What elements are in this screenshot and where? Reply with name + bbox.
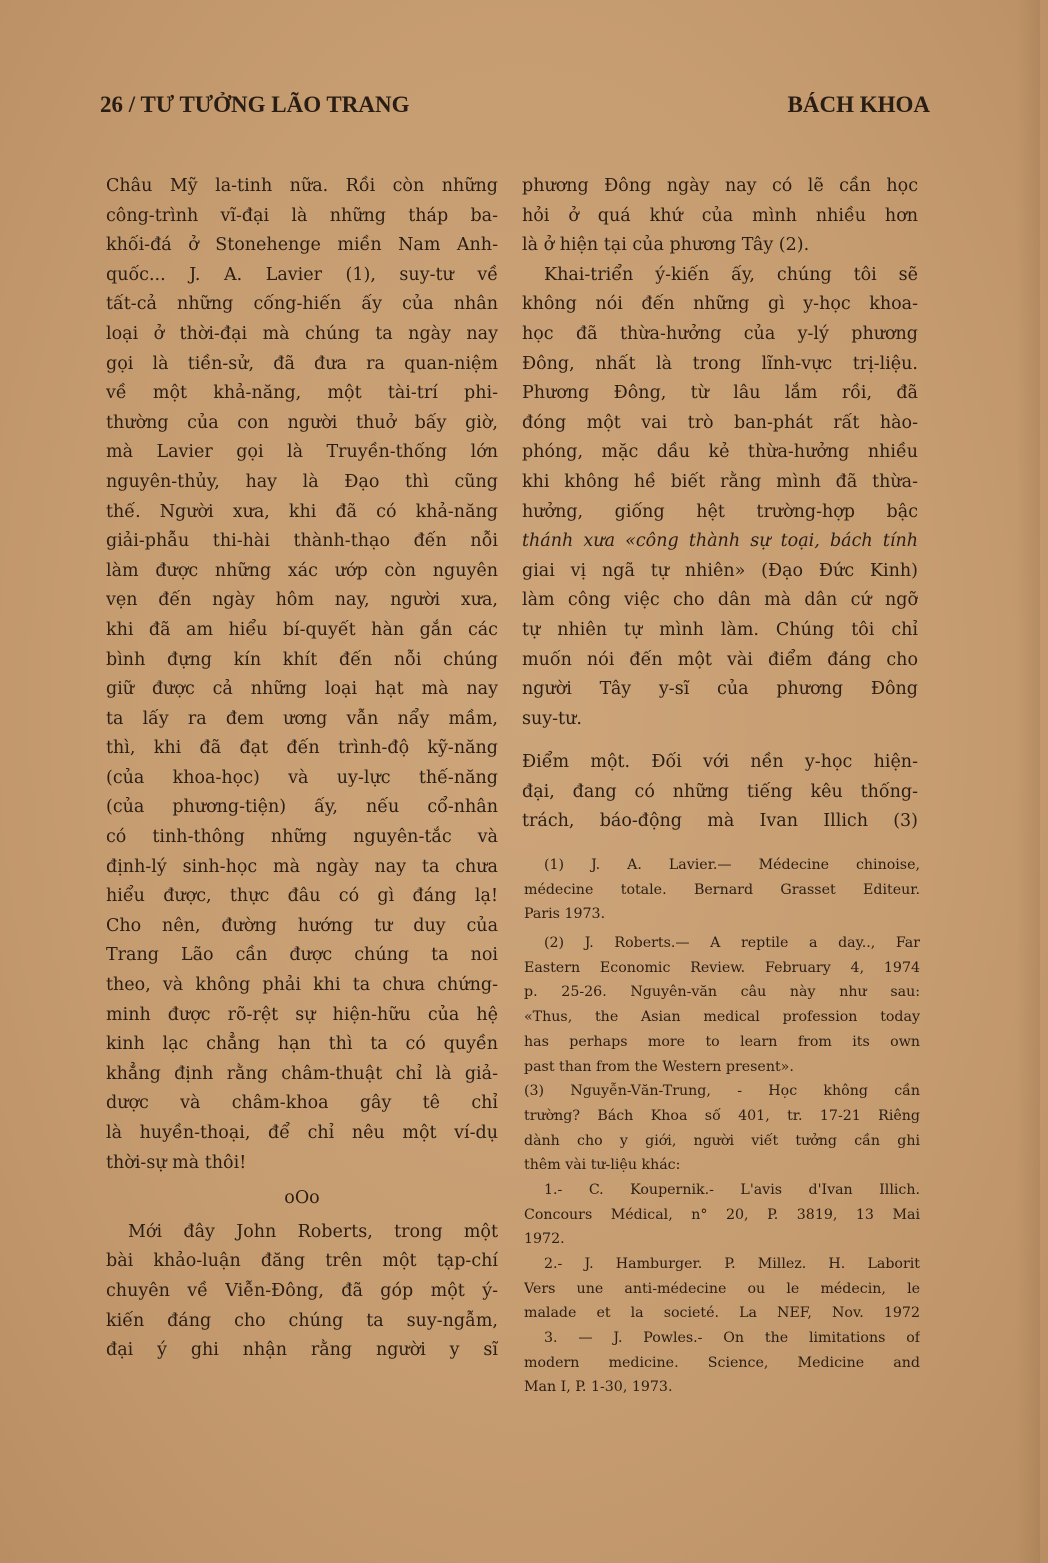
text-line: quốc... J. A. Lavier (1), suy-tư về — [106, 264, 498, 285]
text-line: khẳng định rằng châm-thuật chỉ là giả- — [106, 1063, 498, 1084]
footnote-line: «Thus, the Asian medical profession today — [524, 1009, 920, 1026]
footnote-line: (2) J. Roberts.— A reptile a day.., Far — [544, 935, 920, 952]
text-line: giữ được cả những loại hạt mà nay — [106, 679, 498, 700]
text-line: đại, đang có những tiếng kêu thống- — [522, 781, 918, 802]
text-line: suy-tư. — [522, 708, 582, 729]
text-line: muốn nói đến một vài điểm đáng cho — [522, 649, 918, 670]
text-line: thì, khi đã đạt đến trình-độ kỹ-năng — [106, 738, 498, 759]
text-line: đóng một vai trò ban-phát rất hào- — [522, 412, 918, 433]
footnote-line: Concours Médical, n° 20, P. 3819, 13 Mai — [524, 1206, 920, 1223]
text-line: gọi là tiền-sử, đã đưa ra quan-niệm — [106, 353, 498, 374]
footnote-line: dành cho y giới, người viết tưởng cần ghi — [524, 1132, 920, 1149]
header-page-title: 26 / TƯ TƯỞNG LÃO TRANG — [100, 92, 410, 117]
right-column — [522, 172, 918, 837]
header-magazine-name: BÁCH KHOA — [787, 92, 930, 117]
text-line: dược và châm-khoa gây tê chỉ — [106, 1093, 498, 1114]
footnote-line: médecine totale. Bernard Grasset Editeur. — [524, 881, 920, 898]
text-line: vẹn đến ngày hôm nay, người xưa, — [106, 590, 498, 611]
footnote-line: Man I, P. 1-30, 1973. — [524, 1379, 673, 1396]
text-line: Khai-triển ý-kiến ấy, chúng tôi sẽ — [544, 264, 918, 285]
text-line: người Tây y-sĩ của phương Đông — [522, 679, 918, 700]
text-line: Trang Lão cần được chúng ta noi — [106, 945, 498, 966]
text-line: khi đã am hiểu bí-quyết hàn gắn các — [106, 619, 498, 640]
text-line: theo, và không phải khi ta chưa chứng- — [106, 975, 498, 996]
text-line: làm công việc cho dân mà dân cứ ngỡ — [522, 590, 918, 611]
text-line: thường của con người thuở bấy giờ, — [106, 412, 498, 433]
section-separator: oOo — [284, 1188, 320, 1209]
text-line: về một khả-năng, một tài-trí phi- — [106, 383, 498, 404]
footnote-line: 3. — J. Powles.- On the limitations of — [544, 1330, 920, 1347]
text-line: thế. Người xưa, khi đã có khả-năng — [106, 501, 498, 522]
footnotes — [524, 853, 920, 1400]
text-line: thời-sự mà thôi! — [106, 1152, 247, 1173]
text-line: phương Đông ngày nay có lẽ cần học — [522, 176, 918, 196]
text-line: giai vị ngã tự nhiên» (Đạo Đức Kinh) — [522, 560, 918, 581]
footnote-line: Paris 1973. — [524, 906, 606, 923]
text-line: làm được những xác ướp còn nguyên — [106, 560, 498, 581]
text-line: khối-đá ở Stonehenge miền Nam Anh- — [106, 235, 498, 256]
text-line: công-trình vĩ-đại là những tháp ba- — [106, 205, 498, 226]
text-line: học đã thừa-hưởng của y-lý phương — [522, 323, 918, 344]
text-line: Điểm một. Đối với nền y-học hiện- — [522, 752, 918, 773]
text-line: loại ở thời-đại mà chúng ta ngày nay — [106, 323, 498, 344]
footnote-line: thêm vài tư-liệu khác: — [524, 1157, 681, 1174]
text-line: hưởng, giống hệt trường-hợp bậc — [522, 501, 918, 522]
running-header — [100, 92, 930, 128]
text-line: Phương Đông, từ lâu lắm rồi, đã — [522, 383, 918, 404]
text-line: Mới đây John Roberts, trong một — [128, 1221, 498, 1242]
text-line: có tinh-thông những nguyên-tắc và — [106, 827, 498, 848]
text-line: nguyên-thủy, hay là Đạo thì cũng — [106, 471, 498, 492]
text-line: hiểu được, thực đâu có gì đáng lạ! — [106, 886, 498, 907]
footnote-line: has perhaps more to learn from its own — [524, 1033, 920, 1050]
footnote-line: (1) J. A. Lavier.— Médecine chinoise, — [544, 857, 920, 873]
text-line: phóng, mặc dầu kẻ thừa-hưởng nhiều — [522, 442, 918, 463]
text-line: bình đựng kín khít đến nỗi chúng — [106, 649, 498, 670]
text-line: khi không hề biết rằng mình đã thừa- — [522, 471, 918, 492]
text-line: (của khoa-học) và uy-lực thế-năng — [106, 767, 498, 788]
text-line: (của phương-tiện) ấy, nếu cổ-nhân — [106, 797, 498, 818]
text-line: minh được rõ-rệt sự hiện-hữu của hệ — [106, 1004, 498, 1025]
text-line: kinh lạc chẳng hạn thì ta có quyền — [106, 1034, 498, 1055]
footnote-line: Eastern Economic Review. February 4, 1974 — [524, 959, 920, 976]
text-line: thánh xưa «công thành sự toại, bách tính — [522, 531, 918, 552]
text-line: là huyền-thoại, để chỉ nêu một ví-dụ — [106, 1123, 498, 1143]
text-line: đại ý ghi nhận rằng người y sĩ — [106, 1340, 498, 1361]
page-edge-shadow — [1016, 0, 1040, 1563]
text-line: tất-cả những cống-hiến ấy của nhân — [106, 294, 498, 315]
text-line: định-lý sinh-học mà ngày nay ta chưa — [106, 856, 498, 877]
footnote-line: 1972. — [524, 1231, 565, 1248]
text-line: kiến đáng cho chúng ta suy-ngẫm, — [106, 1310, 498, 1331]
footnote-line: modern medicine. Science, Medicine and — [524, 1354, 920, 1371]
text-line: mà Lavier gọi là Truyền-thống lớn — [106, 442, 498, 463]
left-column — [106, 172, 498, 1366]
text-line: tự nhiên tự mình làm. Chúng tôi chỉ — [522, 619, 918, 640]
text-line: Châu Mỹ la-tinh nữa. Rồi còn những — [106, 176, 498, 196]
text-line: bài khảo-luận đăng trên một tạp-chí — [106, 1251, 498, 1272]
footnote-line: Vers une anti-médecine ou le médecin, le — [524, 1280, 920, 1297]
text-line: hỏi ở quá khứ của mình nhiều hơn — [522, 205, 918, 226]
text-line: chuyên về Viễn-Đông, đã góp một ý- — [106, 1280, 498, 1301]
text-line: giải-phẫu thi-hài thành-thạo đến nỗi — [106, 531, 498, 552]
footnote-line: malade et la societé. La NEF, Nov. 1972 — [524, 1305, 920, 1322]
footnote-line: past than from the Western present». — [524, 1058, 794, 1075]
footnote-line: p. 25-26. Nguyên-văn câu này như sau: — [524, 984, 920, 1001]
text-line: là ở hiện tại của phương Tây (2). — [522, 235, 810, 256]
footnote-line: 1.- C. Koupernik.- L'avis d'Ivan Illich. — [544, 1181, 920, 1198]
text-line: trách, báo-động mà Ivan Illich (3) — [522, 811, 918, 832]
text-line: ta lấy ra đem ương vẫn nẩy mầm, — [106, 708, 498, 729]
footnote-line: (3) Nguyễn-Văn-Trung, - Học không cần — [524, 1083, 920, 1100]
text-line: không nói đến những gì y-học khoa- — [522, 294, 918, 315]
text-line: Đông, nhất là trong lĩnh-vực trị-liệu. — [522, 353, 918, 374]
footnote-line: 2.- J. Hamburger. P. Millez. H. Laborit — [544, 1256, 920, 1272]
text-line: Cho nên, đường hướng tư duy của — [106, 915, 498, 936]
footnote-line: trường? Bách Khoa số 401, tr. 17-21 Riêng — [524, 1107, 920, 1124]
